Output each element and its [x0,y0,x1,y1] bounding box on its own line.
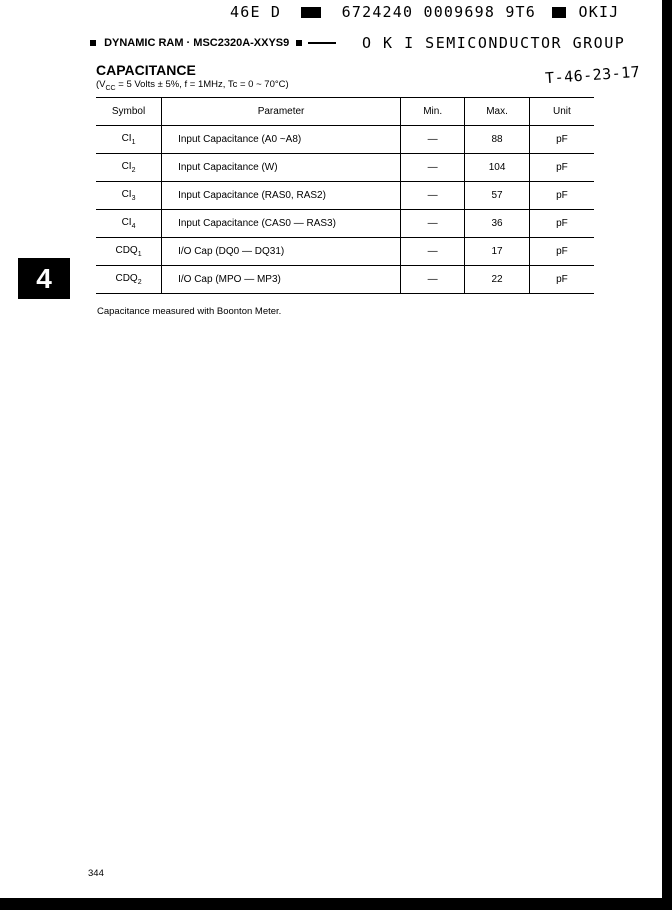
cell-parameter: I/O Cap (MPO — MP3) [162,266,401,294]
cell-max: 36 [465,210,529,238]
table-row [96,126,594,154]
cell-min: — [401,126,465,154]
running-header [90,34,630,52]
cell-max: 17 [465,238,529,266]
symbol-subscript: 4 [131,223,136,230]
page-number: 344 [88,868,104,879]
cell-unit: pF [529,154,594,182]
capacitance-table [96,97,594,294]
symbol-text: CDQ [115,245,138,256]
cell-unit: pF [529,238,594,266]
cell-unit: pF [529,210,594,238]
cell-max: 57 [465,182,529,210]
top-code-part3: OKIJ [578,3,620,21]
cell-unit: pF [529,126,594,154]
section-tab: 4 [18,258,70,299]
symbol-subscript: 2 [137,279,142,286]
cell-parameter: Input Capacitance (A0 ~A8) [162,126,401,154]
cell-parameter: Input Capacitance (W) [162,154,401,182]
symbol-text: CDQ [115,273,138,284]
cell-symbol [96,126,162,154]
cell-unit: pF [529,266,594,294]
cell-min: — [401,210,465,238]
company-name: O K I SEMICONDUCTOR GROUP [362,34,626,52]
col-header-min: Min. [401,98,465,126]
cell-max: 104 [465,154,529,182]
footnote: Capacitance measured with Boonton Meter. [97,306,282,317]
cond-sub: CC [105,84,116,92]
black-block-mark [301,7,321,18]
cell-min: — [401,238,465,266]
cell-symbol [96,210,162,238]
section-title: CAPACITANCE [96,62,196,78]
table-row [96,210,594,238]
black-block-mark [552,7,566,18]
document-number: T-46-23-17 [544,62,641,88]
symbol-subscript: 2 [131,167,136,174]
symbol-text: CI [121,133,132,144]
cond-rest: = 5 Volts ± 5%, f = 1MHz, Tc = 0 ~ 70°C) [115,79,289,90]
cell-symbol [96,266,162,294]
header-rule [308,42,336,44]
col-header-symbol: Symbol [96,98,162,126]
cell-min: — [401,182,465,210]
cell-symbol [96,182,162,210]
cell-parameter: Input Capacitance (CAS0 — RAS3) [162,210,401,238]
table-header-row [96,98,594,126]
cell-parameter: Input Capacitance (RAS0, RAS2) [162,182,401,210]
cell-min: — [401,154,465,182]
top-code-part2: 6724240 0009698 9T6 [341,3,537,21]
product-line: DYNAMIC RAM · MSC2320A-XXYS9 [104,37,290,49]
symbol-text: CI [121,217,132,228]
symbol-subscript: 1 [131,139,136,146]
symbol-subscript: 3 [131,195,136,202]
bullet-square-icon [296,40,302,46]
test-conditions [96,79,289,92]
bullet-square-icon [90,40,96,46]
top-code-part1: 46E D [230,3,282,21]
cond-prefix: (V [96,79,106,90]
col-header-unit: Unit [529,98,594,126]
col-header-max: Max. [465,98,529,126]
cell-unit: pF [529,182,594,210]
cell-max: 22 [465,266,529,294]
top-code-line [230,3,619,21]
symbol-text: CI [121,189,132,200]
cell-symbol [96,154,162,182]
cell-min: — [401,266,465,294]
table-row [96,266,594,294]
cell-parameter: I/O Cap (DQ0 — DQ31) [162,238,401,266]
table-row [96,182,594,210]
symbol-text: CI [121,161,132,172]
table-row [96,154,594,182]
col-header-parameter: Parameter [162,98,401,126]
table-row [96,238,594,266]
symbol-subscript: 1 [137,251,142,258]
cell-symbol [96,238,162,266]
cell-max: 88 [465,126,529,154]
